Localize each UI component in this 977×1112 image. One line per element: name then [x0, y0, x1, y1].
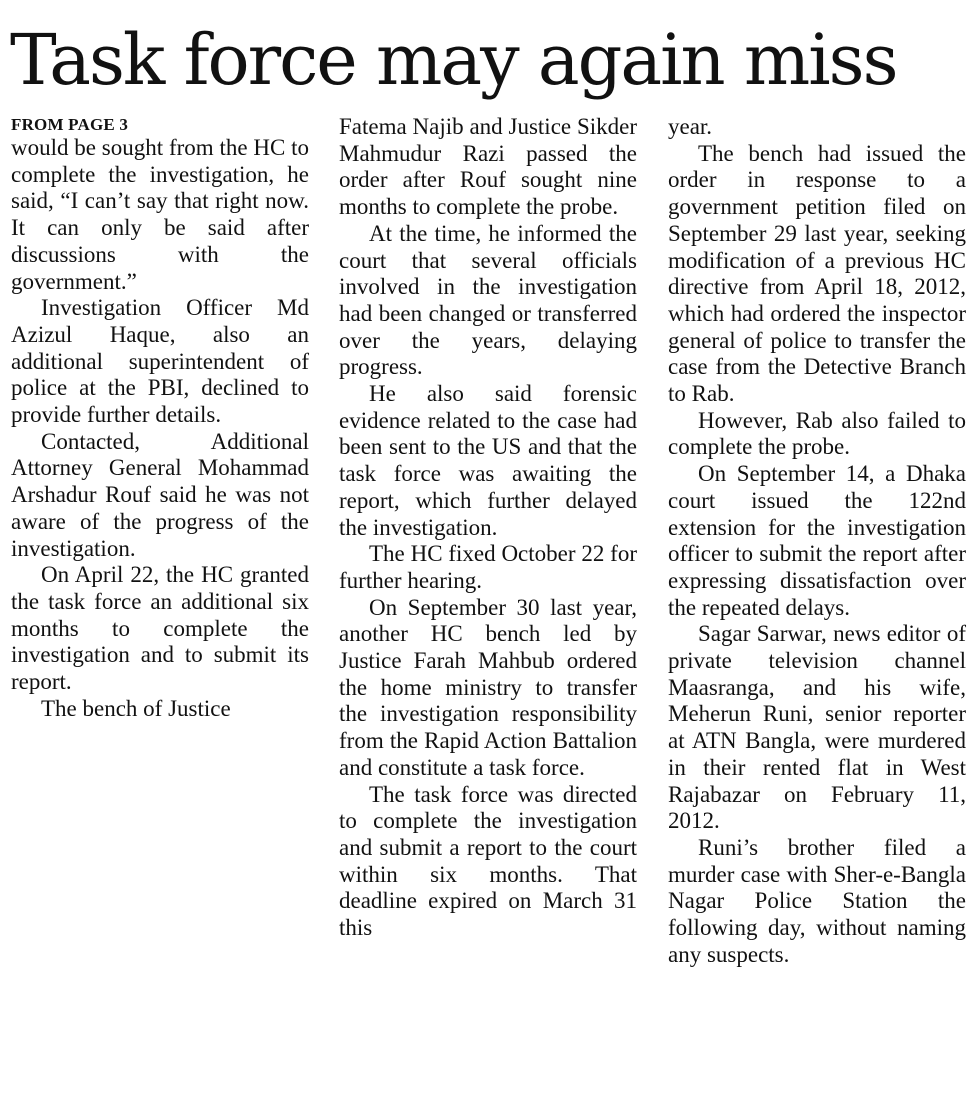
paragraph: would be sought from the HC to complete the investigation, he said, “I can’t say that right now. It can only be said after discussions with the government.” — [11, 135, 309, 294]
paragraph: The task force was directed to complete the investigation and submit a report to the court within six months. That deadline expired on March 31 this — [339, 781, 637, 941]
paragraph: On September 14, a Dhaka court issued the 122nd extension for the investigation officer to submit the report after expressing dissatisfaction over the repeated delays. — [668, 461, 966, 620]
paragraph: On September 30 last year, another HC bench led by Justice Farah Mahbub ordered the home ministry to transfer the investigation responsibility from the Rapid Action Battalion and constitute a task force. — [339, 594, 637, 780]
article-column-3 — [668, 114, 966, 969]
paragraph: Contacted, Additional Attorney General Mohammad Arshadur Rouf said he was not aware of the progress of the investigation. — [11, 428, 309, 561]
paragraph: At the time, he informed the court that several officials involved in the investigation had been changed or transferred over the years, delaying progress. — [339, 220, 637, 380]
paragraph: However, Rab also failed to complete the probe. — [668, 407, 966, 460]
paragraph: He also said forensic evidence related to the case had been sent to the US and that the task force was awaiting the report, which further delayed the investigation. — [339, 381, 637, 540]
paragraph: Investigation Officer Md Azizul Haque, also an additional superintendent of police at the PBI, declined to provide further details. — [11, 295, 309, 428]
paragraph: year. — [668, 114, 713, 139]
article-column-1 — [11, 114, 309, 722]
paragraph: Sagar Sarwar, news editor of private television channel Maasranga, and his wife, Meherun Runi, senior reporter at ATN Bangla, were murdered in their rented flat in West Rajabazar on February 11, 2012. — [668, 621, 966, 834]
continuation-kicker: FROM PAGE 3 — [11, 115, 129, 134]
paragraph: The HC fixed October 22 for further hearing. — [339, 541, 637, 593]
article-column-2 — [339, 114, 637, 942]
paragraph: The bench of Justice — [41, 695, 231, 721]
paragraph: On April 22, the HC granted the task force an additional six months to complete the investigation and to submit its report. — [11, 562, 309, 695]
paragraph: Fatema Najib and Justice Sikder Mahmudur Razi passed the order after Rouf sought nine months to complete the probe. — [339, 114, 637, 220]
article-headline: Task force may again miss — [10, 19, 897, 101]
paragraph: The bench had issued the order in response to a government petition filed on September 29 last year, seeking modification of a previous HC directive from April 18, 2012, which had ordered the inspector general of police to transfer the case from the Detective Branch to Rab. — [668, 140, 966, 407]
paragraph: Runi’s brother filed a murder case with Sher-e-Bangla Nagar Police Station the following day, without naming any suspects. — [668, 834, 966, 967]
